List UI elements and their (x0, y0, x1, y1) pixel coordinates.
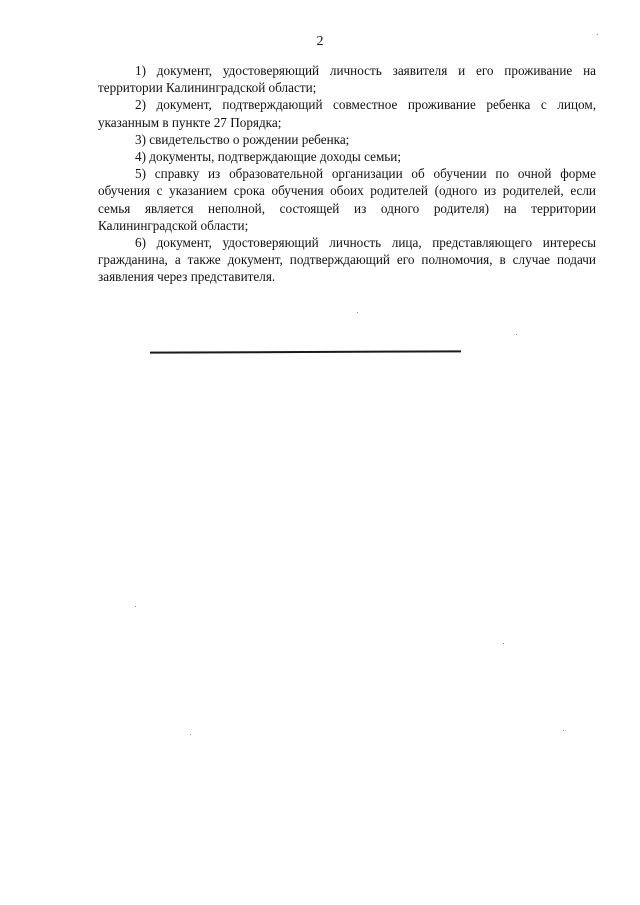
list-item-3: 3) свидетельство о рождении ребенка; (135, 131, 350, 147)
separator-line (150, 350, 461, 353)
scan-speck (190, 734, 191, 735)
list-item-5: 5) справку из образовательной организации об обучении по очной форме обучения с указанием срока обучения обоих родителей (одного из родителей, если семья является неполной, состоящей из одного родителя) на территории Калининградской области; (98, 166, 596, 233)
scan-speck (563, 730, 564, 731)
list-item-4: 4) документы, подтверждающие доходы семьи; (135, 149, 402, 165)
scan-speck (357, 312, 358, 313)
document-list (98, 62, 596, 286)
scan-speck (516, 334, 517, 335)
scan-speck (503, 643, 504, 644)
list-item-2: 2) документ, подтверждающий совместное проживание ребенка с лицом, указанным в пункте 27 Порядка; (98, 97, 596, 130)
list-item-1: 1) документ, удостоверяющий личность заявителя и его проживание на территории Калининградской области; (98, 63, 596, 96)
page-number: 2 (316, 34, 324, 49)
scan-speck (135, 606, 136, 607)
scan-speck (597, 34, 598, 35)
list-item-6: 6) документ, удостоверяющий личность лица, представляющего интересы гражданина, а также документ, подтверждающий его полномочия, в случае подачи заявления через представителя. (98, 235, 596, 285)
